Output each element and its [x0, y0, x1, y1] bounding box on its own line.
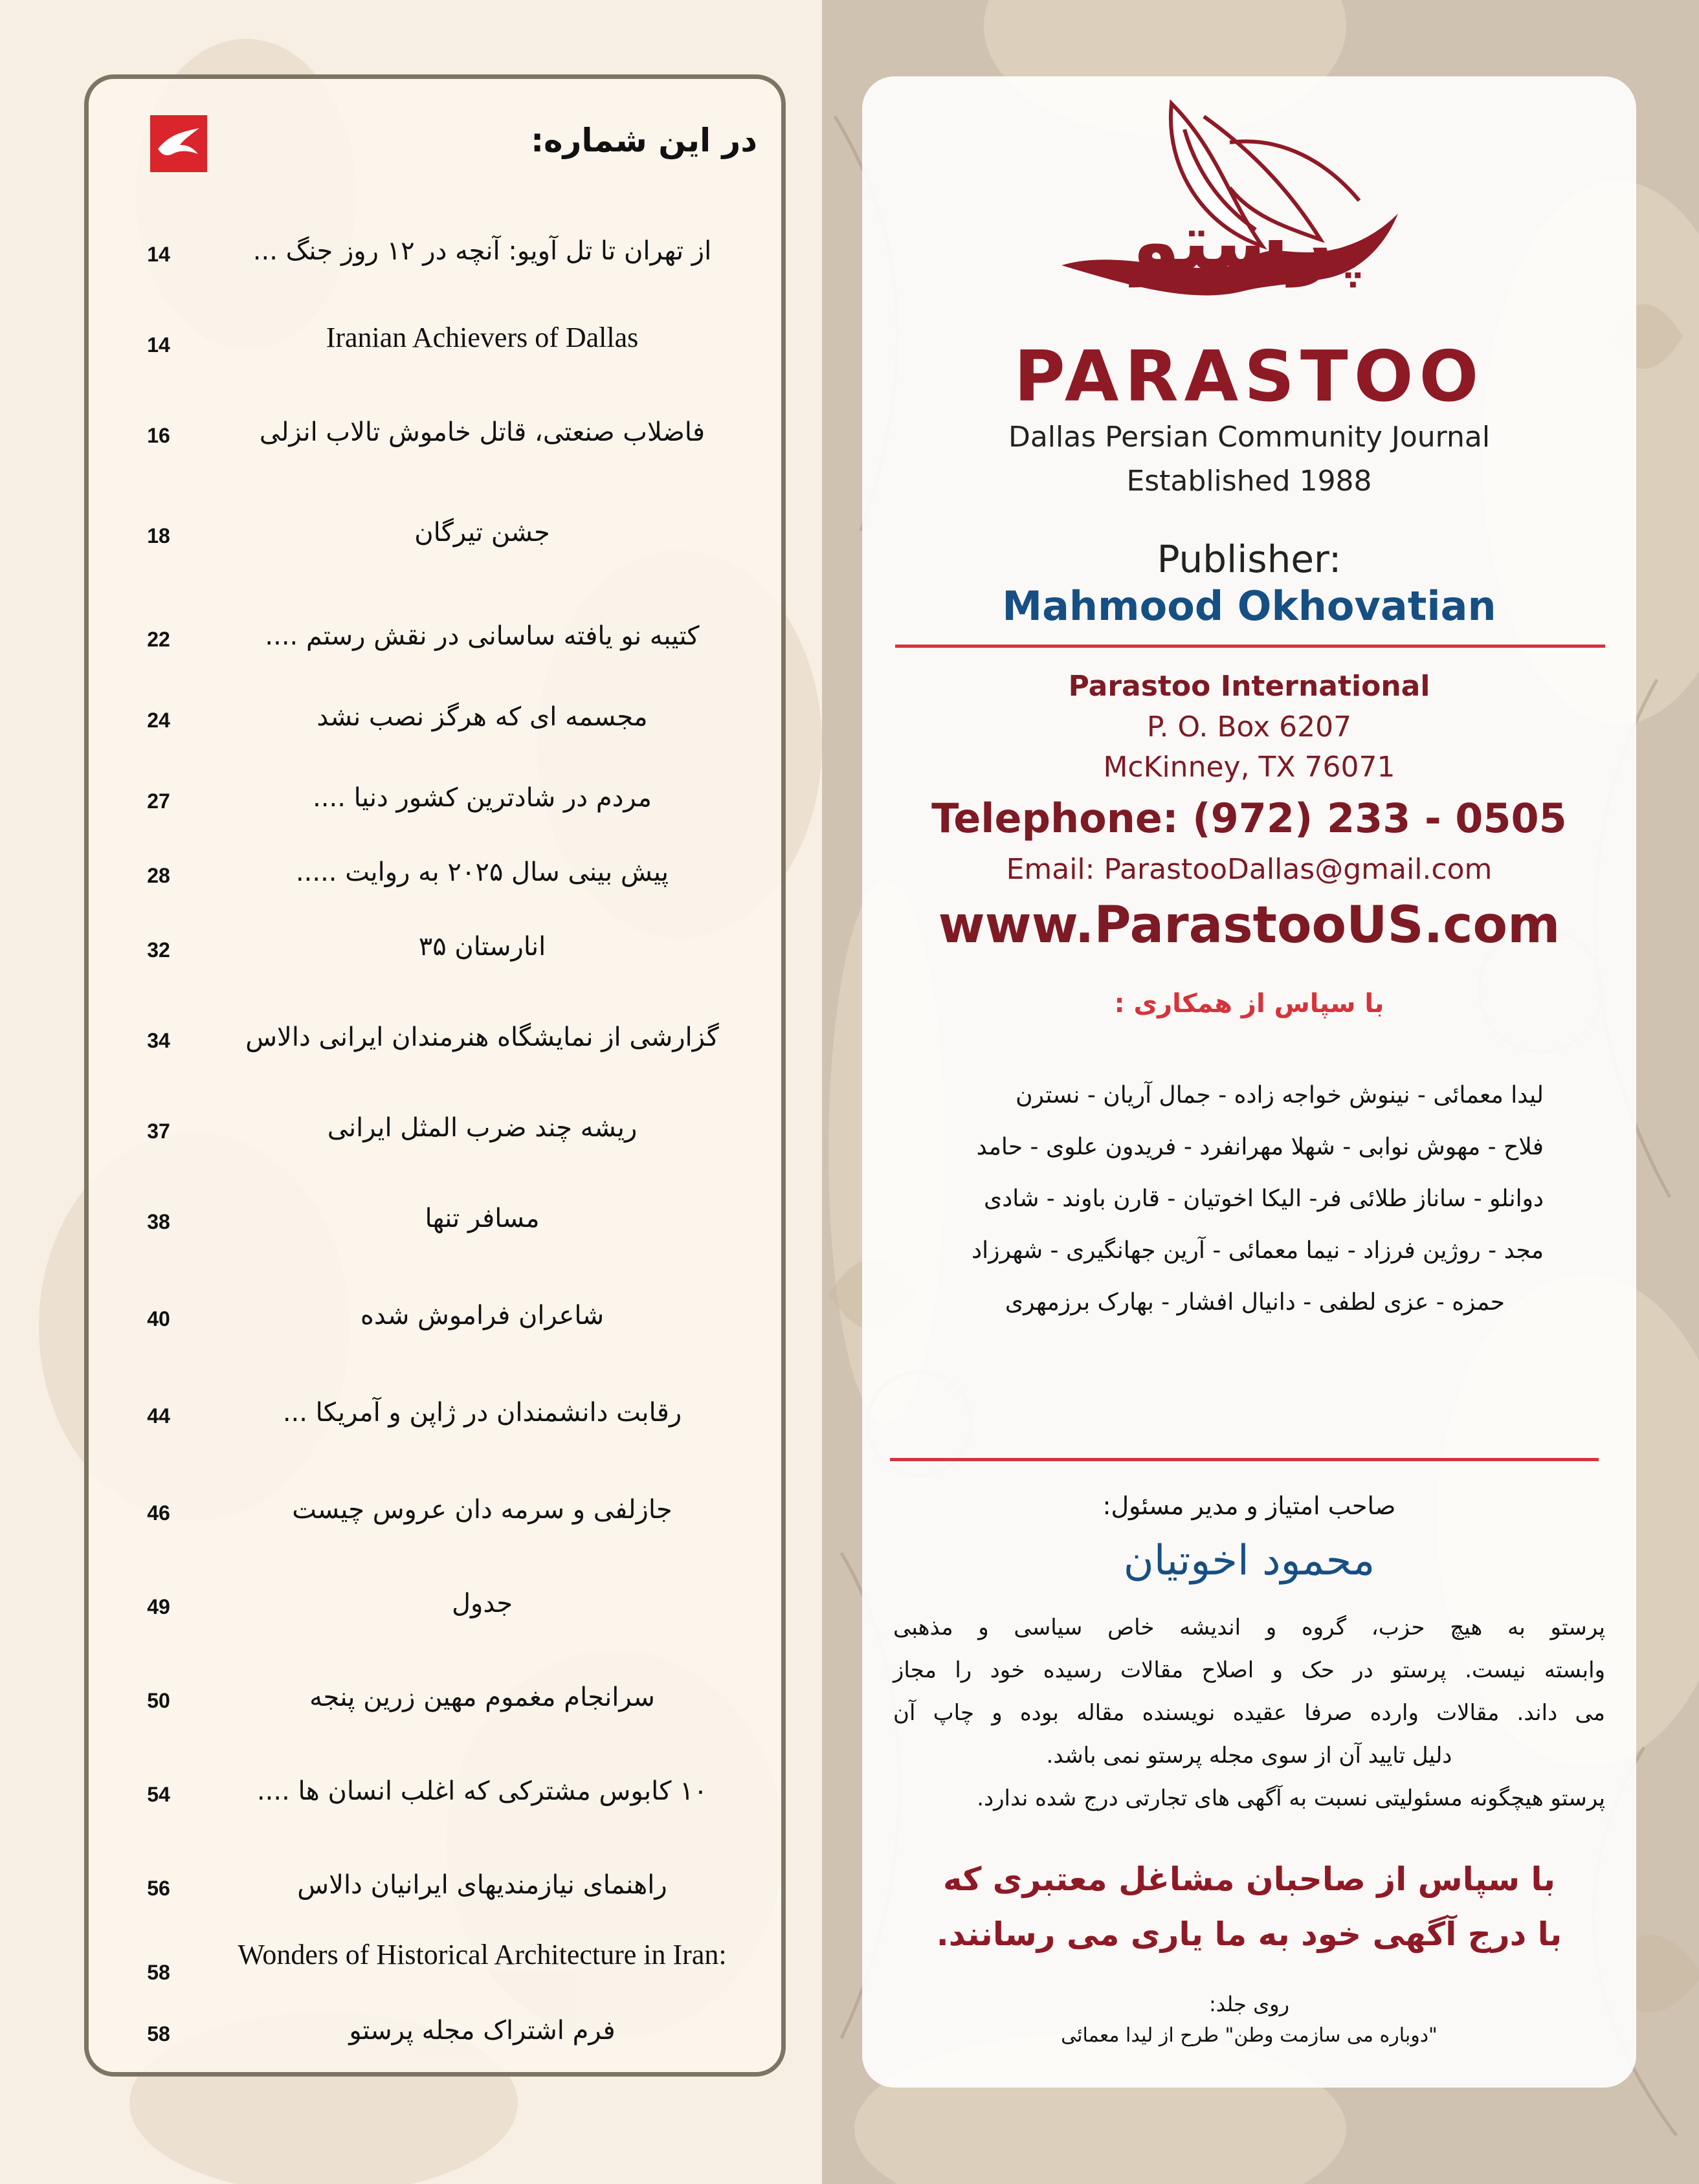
disclaimer-line: پرستو هیچگونه مسئولیتی نسبت به آگهی های تجارتی درج شده ندارد.	[977, 1785, 1605, 1811]
toc-article-title: ۱۰ کابوس مشترکی که اغلب انسان ها ....	[256, 1776, 708, 1806]
toc-page-number: 34	[147, 1029, 170, 1052]
toc-article-title: فاضلاب صنعتی، قاتل خاموش تالاب انزلی	[259, 417, 705, 447]
toc-article-title: مردم در شادترین کشور دنیا ....	[313, 783, 652, 813]
toc-page-number: 16	[147, 424, 170, 447]
toc-page-number: 58	[147, 1961, 170, 1984]
disclaimer-line: وابسته نیست. پرستو در حک و اصلاح مقالات رسیده خود را مجاز	[893, 1657, 1605, 1683]
toc-article-title: رقابت دانشمندان در ژاپن و آمریکا ...	[282, 1398, 682, 1428]
established-year: Established 1988	[1126, 465, 1372, 498]
toc-article-title: انارستان ۳۵	[418, 932, 546, 962]
toc-article-title: مجسمه ای که هرگز نصب نشد	[316, 702, 648, 732]
cover-label: روی جلد:	[1208, 1992, 1290, 2016]
owner-name: محمود اخوتیان	[1123, 1537, 1375, 1585]
toc-page-number: 38	[147, 1210, 170, 1233]
toc-page-number: 28	[147, 864, 170, 887]
toc-page-number: 14	[147, 333, 170, 357]
toc-article-title: راهنمای نیازمندیهای ایرانیان دالاس	[297, 1870, 667, 1900]
swallow-icon	[150, 115, 207, 172]
toc-page-number: 54	[147, 1783, 170, 1806]
toc-article-title: مسافر تنها	[425, 1204, 540, 1233]
advertisers-thanks-line2: با درج آگهی خود به ما یاری می رسانند.	[936, 1915, 1562, 1953]
contributors-line: فلاح - مهوش نوابی - شهلا مهرانفرد - فریدون علوی - حامد	[976, 1134, 1544, 1160]
toc-article-title: پیش بینی سال ۲۰۲۵ به روایت .....	[295, 857, 669, 887]
toc-page-number: 40	[147, 1307, 170, 1330]
publisher-name: Mahmood Okhovatian	[1002, 582, 1496, 630]
toc-page-number: 58	[147, 2022, 170, 2046]
divider-top	[895, 645, 1605, 648]
contributors-line: دوانلو - ساناز طلائی فر- الیکا اخوتیان - قارن باوند - شادی	[984, 1186, 1544, 1212]
toc-page-number: 22	[147, 628, 170, 651]
credits-label: با سپاس از همکاری :	[1114, 989, 1384, 1019]
toc-page-number: 50	[147, 1689, 170, 1712]
toc-article-title: جشن تیرگان	[414, 518, 550, 547]
divider-bottom	[890, 1458, 1599, 1461]
disclaimer-line: دلیل تایید آن از سوی مجله پرستو نمی باشد.	[1046, 1743, 1452, 1769]
toc-article-title: کتیبه نو یافته ساسانی در نقش رستم ....	[265, 621, 700, 651]
contributors-line: حمزه - عزی لطفی - دانیال افشار - بهارک برزمهری	[1005, 1289, 1505, 1316]
city-address: McKinney, TX 76071	[1103, 751, 1395, 784]
toc-page-number: 18	[147, 524, 170, 547]
disclaimer-line: می داند. مقالات وارده صرفا عقیده نویسنده مقاله بوده و چاپ آن	[893, 1700, 1605, 1726]
toc-article-title: Wonders of Historical Architecture in Iran:	[238, 1939, 727, 1970]
toc-page-number: 46	[147, 1501, 170, 1525]
toc-page-number: 24	[147, 709, 170, 732]
contributors-line: لیدا معمائی - نینوش خواجه زاده - جمال آریان - نسترن	[1016, 1082, 1544, 1109]
company-name: Parastoo International	[1068, 670, 1430, 703]
toc-article-title: Iranian Achievers of Dallas	[326, 322, 639, 353]
telephone: Telephone: (972) 233 - 0505	[931, 795, 1567, 842]
advertisers-thanks-line1: با سپاس از صاحبان مشاغل معتبری که	[943, 1860, 1555, 1898]
toc-article-title: گزارشی از نمایشگاه هنرمندان ایرانی دالاس	[245, 1022, 719, 1052]
cover-caption: "دوباره می سازمت وطن" طرح از لیدا معمائی	[1061, 2024, 1438, 2047]
email-link[interactable]: Email: ParastooDallas@gmail.com	[1006, 853, 1493, 886]
toc-article-title: فرم اشتراک مجله پرستو	[349, 2016, 616, 2046]
toc-page-number: 14	[147, 243, 170, 266]
owner-label: صاحب امتیاز و مدیر مسئول:	[1102, 1492, 1396, 1520]
toc-page-number: 56	[147, 1877, 170, 1900]
toc-article-title: جازلفی و سرمه دان عروس چیست	[292, 1495, 672, 1525]
toc-page-number: 37	[147, 1120, 170, 1143]
contributors-line: مجد - روژین فرزاد - نیما معمائی - آرین جهانگیری - شهرزاد	[972, 1237, 1544, 1264]
brand-name: PARASTOO	[1014, 336, 1485, 417]
toc-page-number: 49	[147, 1595, 170, 1618]
toc-page-number: 27	[147, 789, 170, 813]
toc-article-title: شاعران فراموش شده	[360, 1301, 605, 1330]
toc-heading: در این شماره:	[531, 122, 757, 159]
toc-page-number: 32	[147, 938, 170, 962]
publisher-label: Publisher:	[1157, 537, 1342, 581]
toc-article-title: سرانجام مغموم مهین زرین پنجه	[309, 1682, 655, 1712]
disclaimer-line: پرستو به هیچ حزب، گروه و اندیشه خاص سیاسی و مذهبی	[893, 1615, 1605, 1640]
toc-article-title: از تهران تا تل آویو: آنچه در ۱۲ روز جنگ ...	[252, 236, 712, 266]
logo-script: پرستو	[1132, 197, 1366, 287]
toc-page-number: 44	[147, 1404, 170, 1428]
website-link[interactable]: www.ParastooUS.com	[938, 896, 1560, 954]
po-box: P. O. Box 6207	[1146, 711, 1352, 744]
toc-article-title: جدول	[451, 1589, 513, 1618]
toc-article-title: ریشه چند ضرب المثل ایرانی	[327, 1113, 638, 1143]
parastoo-bird-logo	[150, 115, 207, 172]
journal-tagline: Dallas Persian Community Journal	[1008, 421, 1491, 454]
